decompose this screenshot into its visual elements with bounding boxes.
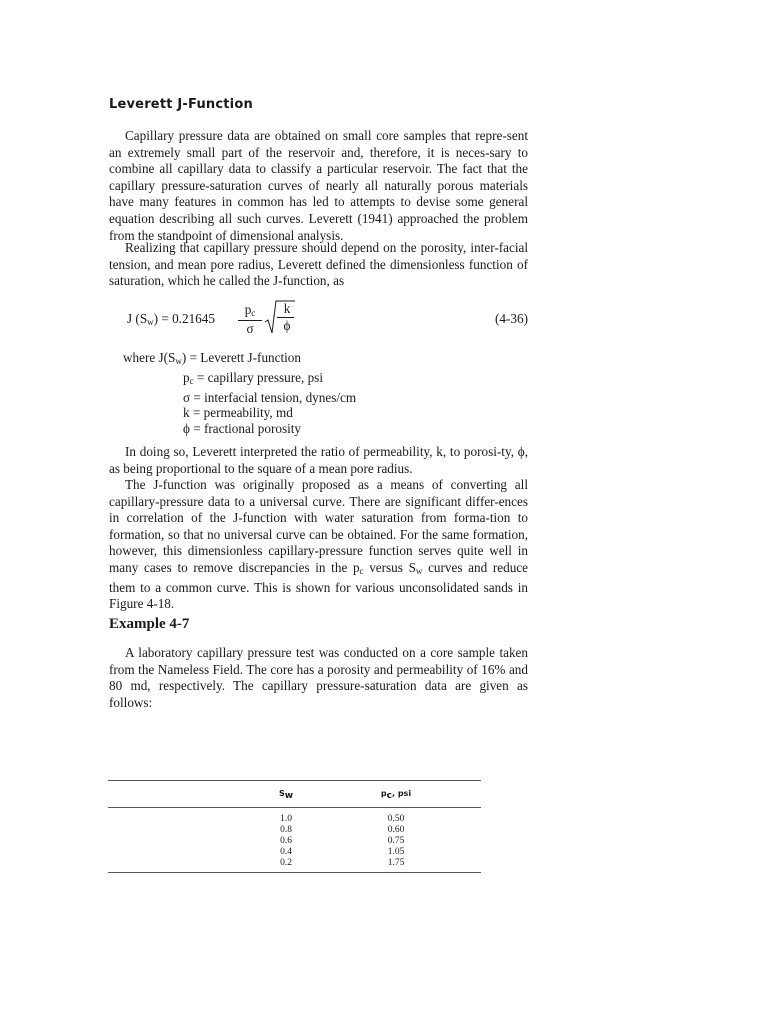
cell-pc: 0.75 bbox=[387, 836, 405, 846]
equation-number: (4-36) bbox=[495, 311, 528, 326]
paragraph-j-function-proposal bbox=[109, 477, 528, 613]
paragraph-intro: Capillary pressure data are obtained on small core samples that repre-sent an extremely small part of the reservoir and, therefore, it is neces-sary to combine all capillary data to classify a particular reservoir. The fact that the capillary pressure-saturation curves of nearly all naturally porous materials have many features in common has led to attempts to devise some general equation describing all such curves. Leverett (1941) approached the problem from the standpoint of dimensional analysis. bbox=[109, 128, 528, 243]
paragraph-proposal-part-2: versus S bbox=[363, 559, 416, 575]
cell-sw: 0.8 bbox=[280, 825, 292, 835]
cell-pc: 1.05 bbox=[387, 847, 405, 857]
fraction-denominator: σ bbox=[246, 321, 254, 336]
table-cell-spacer bbox=[436, 847, 481, 858]
j-function-equation bbox=[127, 300, 528, 340]
definition-k: k = permeability, md bbox=[183, 405, 293, 421]
paragraph-proposal-part-1: The J-function was originally proposed as a means of converting all capillary-pressure data to a universal curve. There are significant differ-ences in correlation of the J-function with water saturation from forma-tion to formation, so that no universal curve can be obtained. For the same formation, however, this dimensionless capillary-pressure function serves quite well in many cases to remove discrepancies in the p bbox=[109, 477, 528, 575]
fraction-numerator bbox=[238, 303, 262, 321]
cell-sw: 0.6 bbox=[280, 836, 292, 846]
definition-pc bbox=[123, 370, 356, 390]
sqrt-fraction bbox=[277, 302, 297, 334]
definition-pc-subscript: c bbox=[189, 375, 194, 386]
header-sw bbox=[216, 781, 356, 808]
header-sw-subscript: w bbox=[284, 791, 294, 801]
section-heading: Leverett J-Function bbox=[109, 97, 253, 112]
definition-pc-symbol: p bbox=[183, 369, 190, 385]
table-header-spacer bbox=[436, 781, 481, 808]
sqrt-numerator: k bbox=[283, 301, 291, 316]
table-row bbox=[108, 836, 481, 847]
cell-sw: 1.0 bbox=[280, 814, 292, 824]
equation-j-symbol: J (S bbox=[127, 311, 148, 326]
definition-intro-subscript: w bbox=[175, 356, 182, 366]
cell-sw: 0.2 bbox=[216, 858, 356, 873]
cell-pc: 1.75 bbox=[356, 858, 436, 873]
table-cell-spacer bbox=[108, 858, 216, 873]
table-cell-spacer bbox=[436, 836, 481, 847]
cell-pc: 0.60 bbox=[387, 825, 405, 835]
table-row bbox=[108, 825, 481, 836]
paragraph-in-doing-so: In doing so, Leverett interpreted the ratio of permeability, k, to porosi-ty, ϕ, as being proportional to the square of a mean pore radius. bbox=[109, 444, 528, 476]
pc-subscript: c bbox=[359, 565, 364, 576]
table-cell-spacer bbox=[108, 825, 216, 836]
header-pc bbox=[356, 781, 436, 808]
table-cell-spacer bbox=[436, 825, 481, 836]
definition-pc-text: = capillary pressure, psi bbox=[193, 369, 323, 385]
table-cell-spacer bbox=[108, 836, 216, 847]
example-heading: Example 4-7 bbox=[109, 616, 190, 632]
definition-intro-rest: ) = Leverett J-function bbox=[181, 350, 301, 365]
header-pc-symbol: p bbox=[380, 789, 387, 798]
table-row bbox=[108, 847, 481, 858]
equation-coefficient: ) = 0.21645 bbox=[153, 311, 215, 326]
table-cell-spacer bbox=[108, 847, 216, 858]
paragraph-example: A laboratory capillary pressure test was conducted on a core sample taken from the Nameless Field. The core has a porosity and permeability of 16% and 80 md, respectively. The capillary pressure-saturation data are given as follows: bbox=[109, 645, 528, 710]
equation-lhs bbox=[127, 311, 215, 327]
table-cell-spacer bbox=[108, 808, 216, 826]
numerator-p: p bbox=[244, 302, 252, 317]
header-sw-symbol: S bbox=[278, 789, 285, 798]
paragraph-realizing: Realizing that capillary pressure should depend on the porosity, inter-facial tension, and mean pore radius, Leverett defined the dimensionless function of saturation, which he called the J-function, as bbox=[109, 240, 528, 289]
table-cell-spacer bbox=[436, 808, 481, 826]
equation-fraction bbox=[238, 303, 262, 337]
definition-j bbox=[123, 350, 356, 370]
sw-subscript: w bbox=[415, 565, 423, 576]
equation-lhs-subscript: w bbox=[147, 317, 154, 327]
cell-sw: 0.4 bbox=[280, 847, 292, 857]
sqrt-denominator: ϕ bbox=[283, 318, 291, 333]
capillary-pressure-table bbox=[108, 780, 481, 873]
table-header-row bbox=[108, 781, 481, 808]
variable-definitions bbox=[123, 350, 356, 437]
header-pc-subscript: c bbox=[386, 791, 392, 801]
definition-sigma: σ = interfacial tension, dynes/cm bbox=[183, 389, 357, 405]
numerator-subscript: c bbox=[251, 308, 256, 318]
cell-pc: 0.50 bbox=[387, 814, 405, 824]
table-row bbox=[108, 858, 481, 873]
paragraph-proposal-part-3: curves and reduce them to a common curve. This is shown for various unconsolidated sands in Figure 4-18. bbox=[109, 559, 528, 612]
table-row bbox=[108, 808, 481, 826]
definition-intro: where J(S bbox=[123, 350, 176, 365]
header-pc-unit: , psi bbox=[392, 789, 412, 798]
table-header-spacer bbox=[108, 781, 216, 808]
definition-phi: ϕ = fractional porosity bbox=[183, 421, 302, 437]
table-cell-spacer bbox=[436, 858, 481, 873]
